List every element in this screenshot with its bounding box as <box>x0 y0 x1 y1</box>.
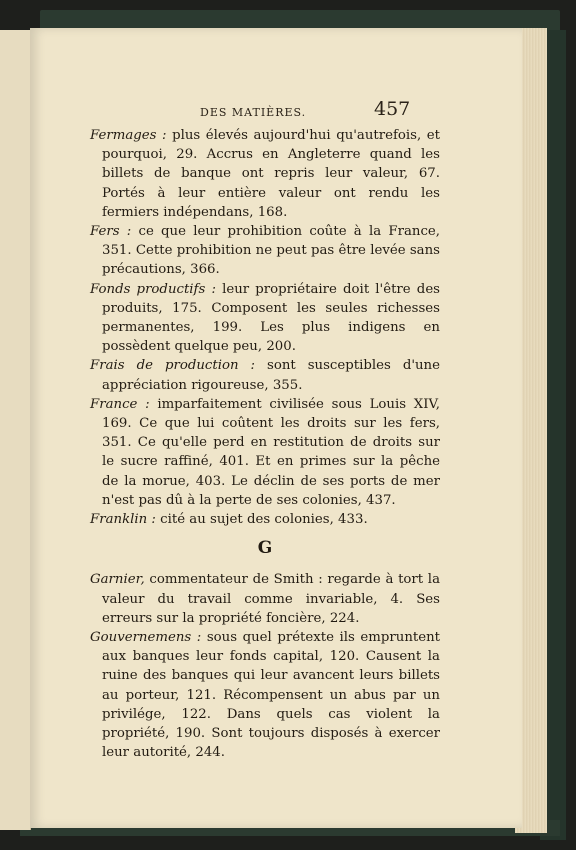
entry-text: imparfaitement civilisée sous Louis XIV, 169. Ce que lui coûtent les droits sur les fers, 351. Ce qu'elle perd en restitution de droits sur le sucre raffiné, 401. Et en primes sur la pêche de la morue, 403. Le déclin de ses ports de mer n'est pas dû à la perte de ses colonies, 437. <box>102 396 440 508</box>
entry-text: sous quel prétexte ils empruntent aux banques leur fonds capital, 120. Causent la ruine des banques qui leur avancent leurs billets au porteur, 121. Récompensent un abus par un privilége, 122. Dans quels cas violent la propriété, 190. Sont toujours disposés à exercer leur autorité, 244. <box>102 630 440 761</box>
index-entry <box>90 570 440 628</box>
index-entry <box>90 222 440 280</box>
book-page <box>30 28 522 828</box>
index-entry <box>90 510 440 529</box>
index-entry <box>90 356 440 394</box>
entry-term: Frais de production : <box>90 358 255 374</box>
entry-term: Fers : <box>90 224 132 240</box>
index-entries <box>90 126 440 763</box>
entry-term: Franklin : <box>90 512 156 528</box>
entry-term: Garnier, <box>90 572 145 588</box>
entry-term: Fermages : <box>90 128 167 143</box>
entry-text: ce que leur prohibition coûte à la France, 351. Cette prohibition ne peut pas être levée sans précautions, 366. <box>102 224 440 278</box>
running-header <box>30 100 522 124</box>
index-entry <box>90 280 441 357</box>
entry-term: Gouvernemens : <box>90 630 202 646</box>
entry-term: France : <box>90 396 150 412</box>
facing-page-edge <box>0 30 31 830</box>
index-entry <box>90 395 440 510</box>
entry-text: cité au sujet des colonies, 433. <box>155 512 368 528</box>
entry-term: Fonds productifs : <box>90 281 216 297</box>
header-title: DES MATIÈRES. <box>200 106 307 119</box>
page-number: 457 <box>374 98 411 120</box>
entry-text: sont susceptibles d'une appréciation rigoureuse, 355. <box>102 358 440 393</box>
section-letter: G <box>257 538 273 559</box>
index-entry <box>90 126 440 222</box>
entry-text: leur propriétaire doit l'être des produits, 175. Composent les seules richesses permanentes, 199. Les plus indigens en possèdent quelque peu, 200. <box>102 281 441 355</box>
entry-text: commentateur de Smith : regarde à tort la valeur du travail comme invariable, 4. Ses erreurs sur la propriété foncière, 224. <box>102 572 440 626</box>
entry-text: plus élevés aujourd'hui qu'autrefois, et pourquoi, 29. Accrus en Angleterre quand les billets de banque ont repris leur valeur, 67. Portés à leur entière valeur ont rendu les fermiers indépendans, 168. <box>102 128 440 220</box>
index-entry <box>90 628 440 762</box>
